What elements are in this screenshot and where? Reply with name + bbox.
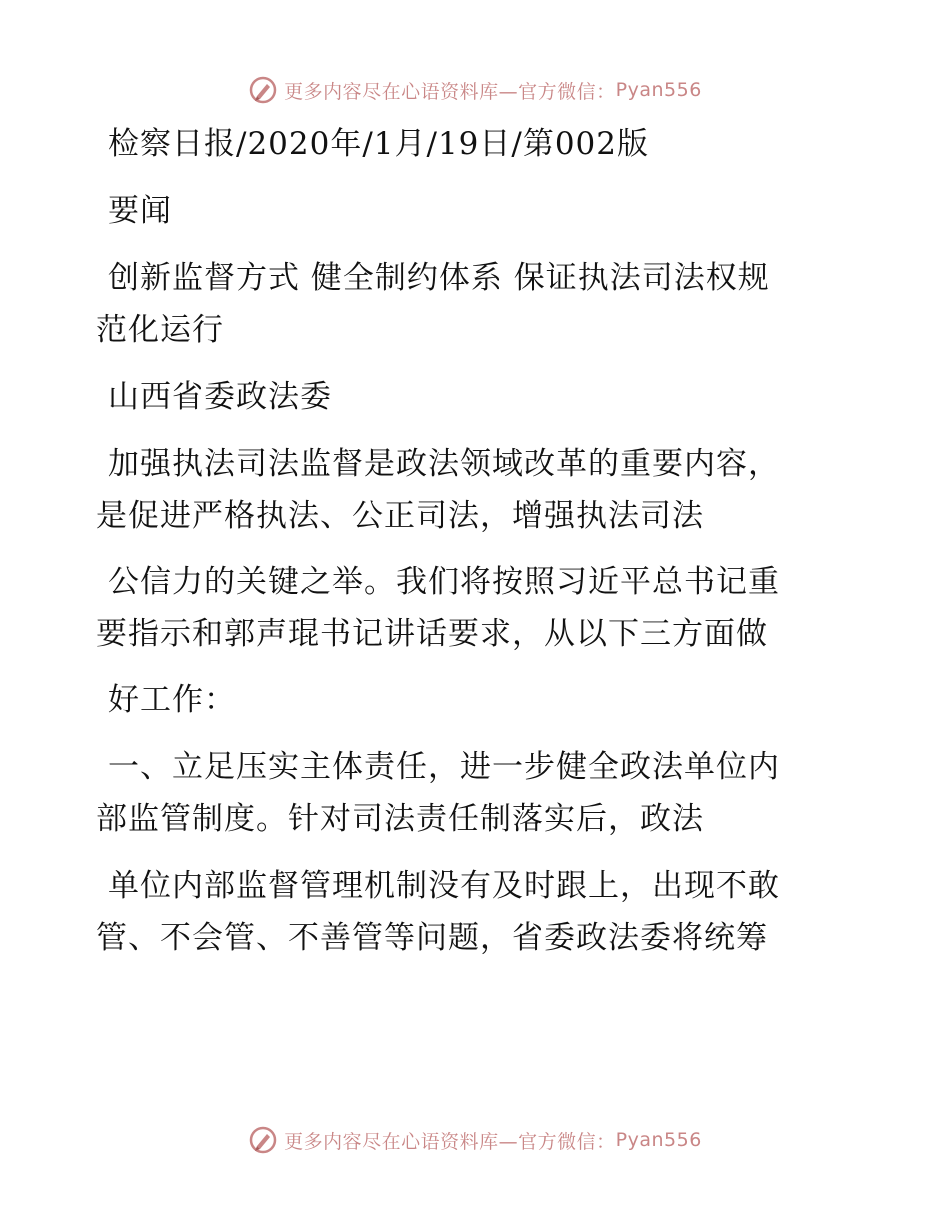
paragraph-line: 一、立足压实主体责任，进一步健全政法单位内: [108, 749, 780, 785]
paragraph-line: 部监管制度。针对司法责任制落实后，政法: [96, 801, 704, 837]
paragraph-line: 要指示和郭声琨书记讲话要求，从以下三方面做: [96, 616, 768, 652]
paragraph-line: 管、不会管、不善管等问题，省委政法委将统筹: [96, 920, 768, 956]
watermark-text: 更多内容尽在心语资料库—官方微信：: [284, 1130, 616, 1153]
pen-logo-icon: [248, 1125, 278, 1155]
paragraph-line: 加强执法司法监督是政法领域改革的重要内容，: [108, 446, 780, 482]
pen-logo-icon: [248, 75, 278, 105]
section-label: 要闻: [108, 193, 172, 229]
paragraph-line: 是促进严格执法、公正司法，增强执法司法: [96, 498, 704, 534]
headline-line-2: 范化运行: [96, 312, 224, 348]
headline-line-1: 创新监督方式 健全制约体系 保证执法司法权规: [108, 260, 770, 296]
watermark-handle: Pyan556: [615, 1129, 702, 1151]
paragraph-line: 好工作：: [108, 682, 236, 718]
paragraph-line: 公信力的关键之举。我们将按照习近平总书记重: [108, 564, 780, 600]
watermark-footer: [0, 1120, 950, 1160]
watermark-handle: Pyan556: [615, 79, 702, 101]
author-line: 山西省委政法委: [108, 379, 332, 415]
watermark-text: 更多内容尽在心语资料库—官方微信：: [284, 80, 616, 103]
paragraph-line: 单位内部监督管理机制没有及时跟上，出现不敢: [108, 868, 780, 904]
watermark-header: [0, 70, 950, 110]
document-body: [96, 118, 836, 964]
source-line: 检察日报/2020年/1月/19日/第002版: [108, 126, 650, 162]
